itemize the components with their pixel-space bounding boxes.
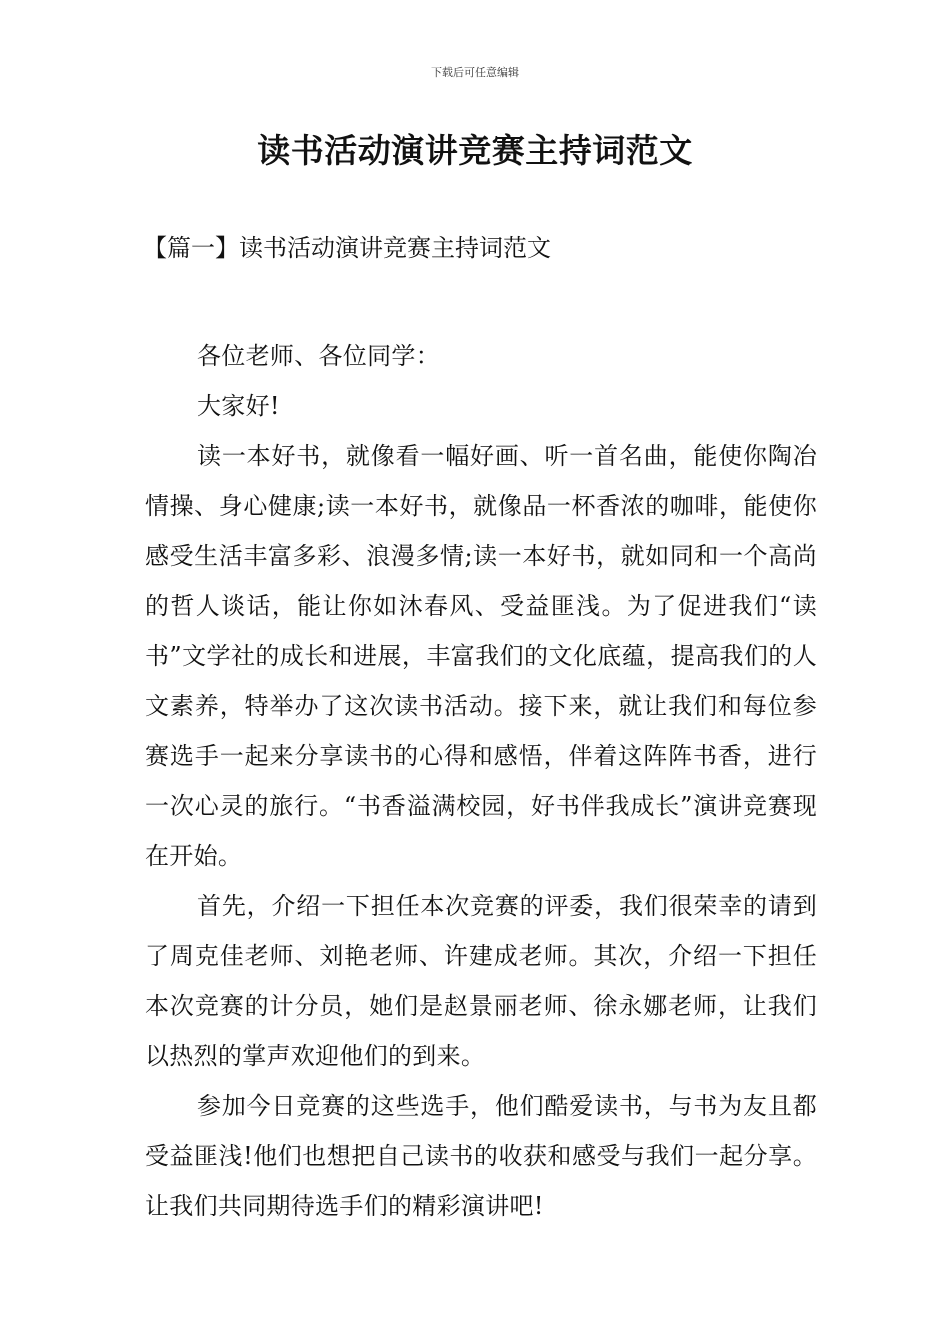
paragraph-judges: 首先，介绍一下担任本次竞赛的评委，我们很荣幸的请到了周克佳老师、刘艳老师、许建成老师。其次，介绍一下担任本次竞赛的计分员，她们是赵景丽老师、徐永娜老师，让我们以热烈的掌声欢迎他们的到来。 <box>145 892 817 1070</box>
section-heading: 【篇一】读书活动演讲竞赛主持词范文 <box>143 234 551 262</box>
document-body <box>145 331 817 1231</box>
header-note: 下载后可任意编辑 <box>431 66 519 79</box>
paragraph-greeting: 大家好! <box>197 392 280 420</box>
document-title: 读书活动演讲竞赛主持词范文 <box>257 131 693 170</box>
paragraph-contestants: 参加今日竞赛的这些选手，他们酷爱读书，与书为友且都受益匪浅!他们也想把自己读书的收获和感受与我们一起分享。让我们共同期待选手们的精彩演讲吧! <box>145 1092 817 1220</box>
paragraph-introduction: 读一本好书，就像看一幅好画、听一首名曲，能使你陶冶情操、身心健康;读一本好书，就像品一杯香浓的咖啡，能使你感受生活丰富多彩、浪漫多情;读一本好书，就如同和一个高尚的哲人谈话，能让你如沐春风、受益匪浅。为了促进我们“读书”文学社的成长和进展，丰富我们的文化底蕴，提高我们的人文素养，特举办了这次读书活动。接下来，就让我们和每位参赛选手一起来分享读书的心得和感悟，伴着这阵阵书香，进行一次心灵的旅行。“书香溢满校园，好书伴我成长”演讲竞赛现在开始。 <box>145 442 817 870</box>
paragraph-salutation: 各位老师、各位同学： <box>197 342 440 370</box>
